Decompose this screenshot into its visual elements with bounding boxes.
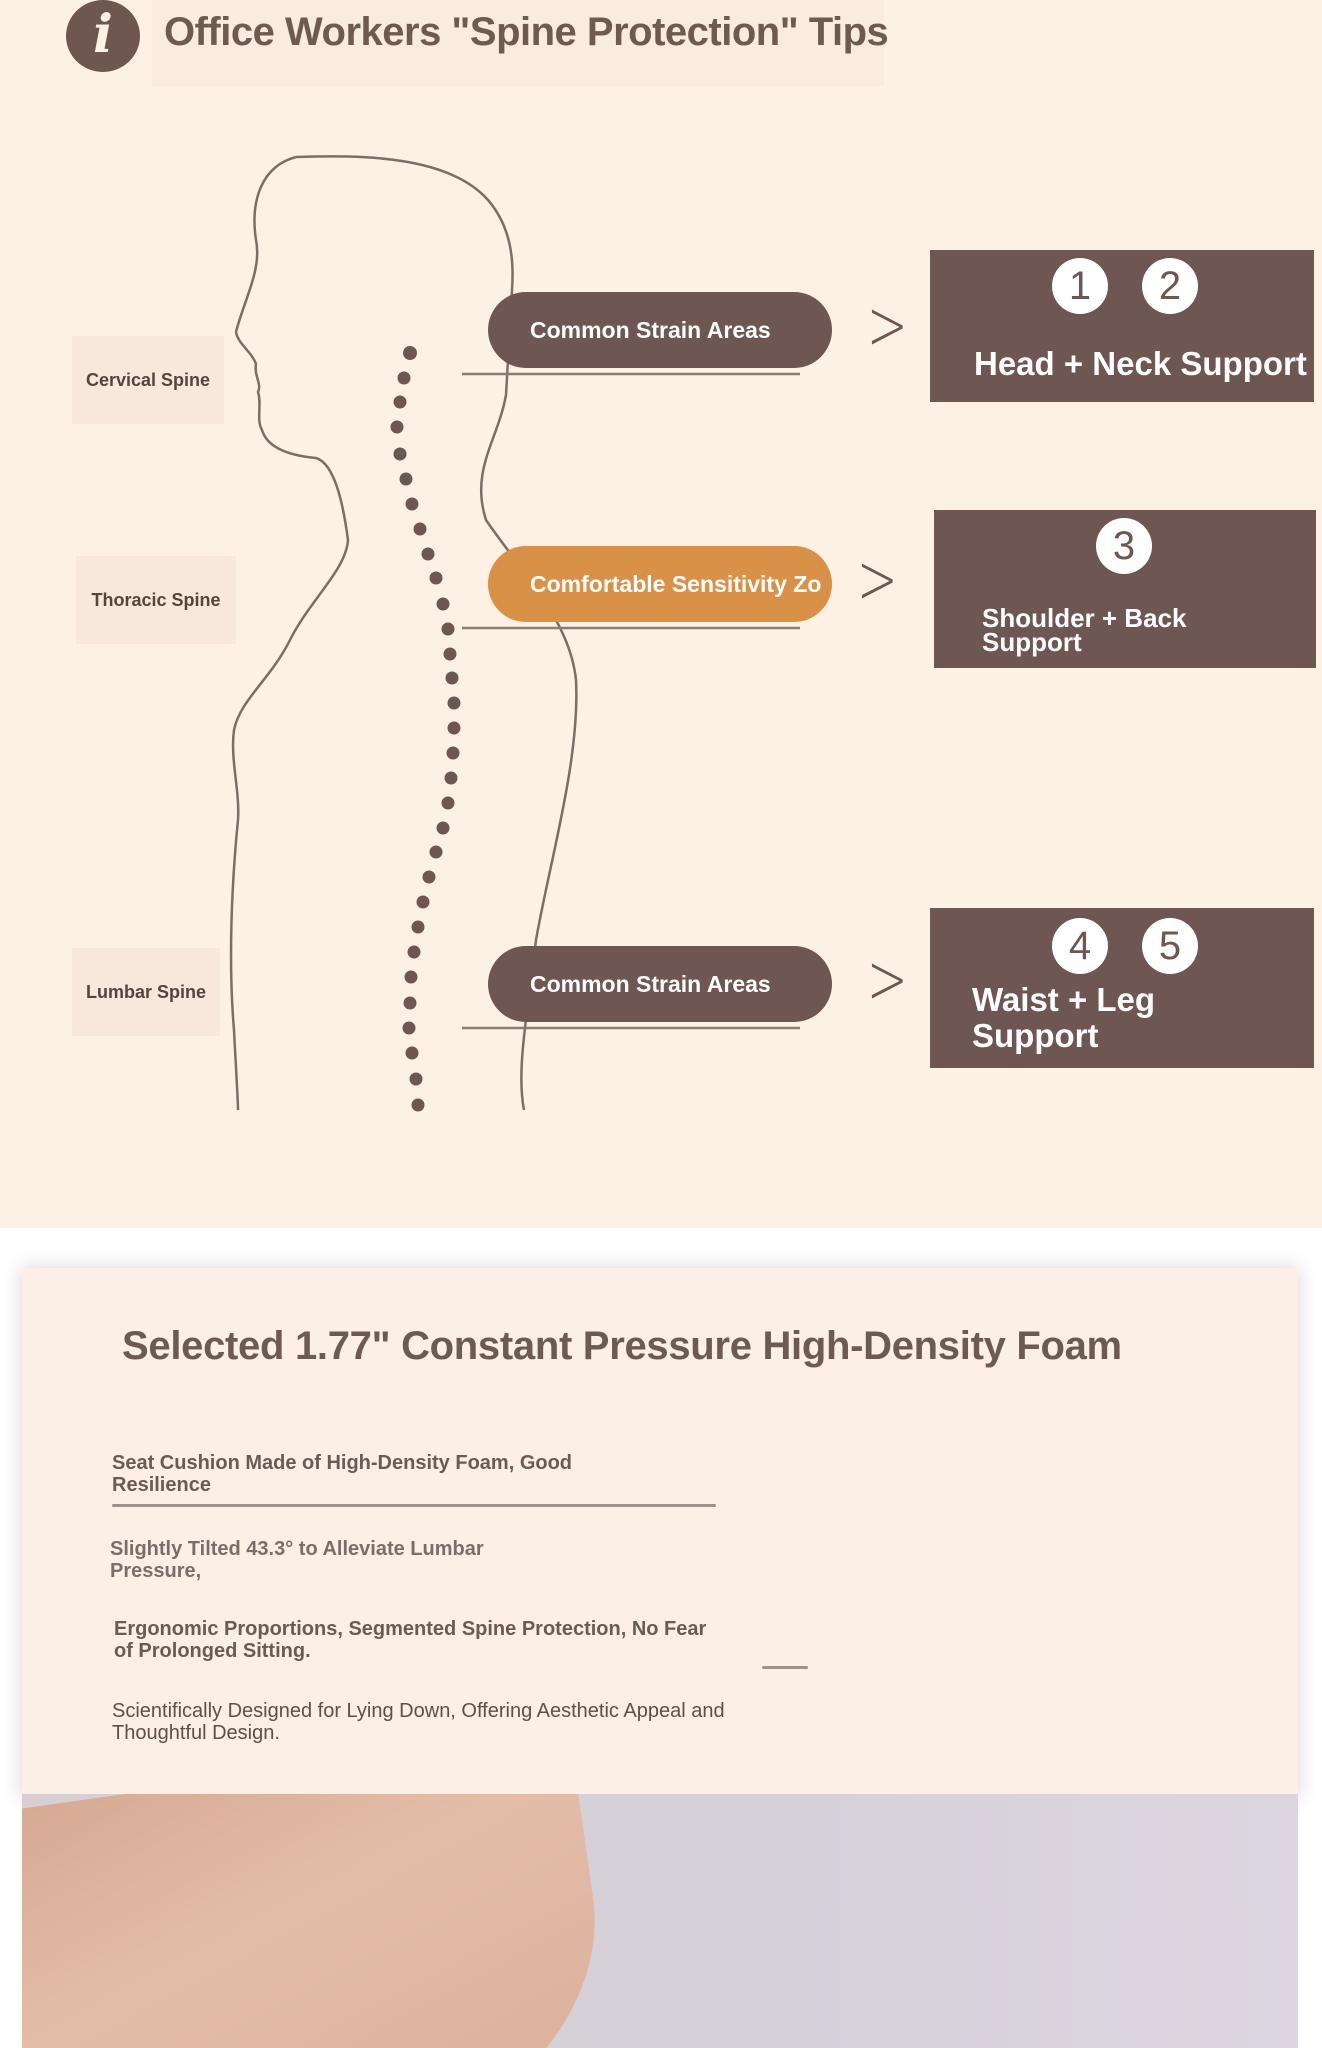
pill-comfortable-zone: Comfortable Sensitivity Zo xyxy=(488,546,832,622)
spine-dots xyxy=(391,346,461,1112)
feature-item: Seat Cushion Made of High-Density Foam, Good Resilience xyxy=(112,1452,573,1496)
step-number-badge: 1 xyxy=(1052,258,1108,314)
face-front-outline xyxy=(231,157,348,1110)
divider xyxy=(762,1666,808,1669)
divider xyxy=(112,1504,716,1507)
chevron-right-icon: > xyxy=(856,538,898,620)
card-label-line1: Waist + Leg xyxy=(972,981,1156,1018)
arm-shape xyxy=(22,1794,628,2048)
step-number-badge: 2 xyxy=(1142,258,1198,314)
step-number-badge: 5 xyxy=(1142,918,1198,974)
card-waist-leg-support xyxy=(930,908,1314,1068)
chevron-right-icon: > xyxy=(866,284,908,366)
info-icon: i xyxy=(66,0,140,72)
label-cervical-spine: Cervical Spine xyxy=(72,336,224,424)
card-head-neck-support xyxy=(930,250,1314,402)
step-number-badge: 3 xyxy=(1096,518,1152,574)
feature-item: Scientifically Designed for Lying Down, Offering Aesthetic Appeal and Thoughtful Design. xyxy=(112,1700,725,1744)
step-number-badge: 4 xyxy=(1052,918,1108,974)
pill-common-strain-top: Common Strain Areas xyxy=(488,292,832,368)
card-label-line2: Support xyxy=(972,1017,1099,1054)
chevron-right-icon: > xyxy=(866,938,908,1020)
card-label: Head + Neck Support xyxy=(974,345,1307,382)
card-label-line2: Support xyxy=(982,627,1082,657)
feature-item: Slightly Tilted 43.3° to Alleviate Lumbar Pressure, xyxy=(110,1538,484,1582)
label-lumbar-spine: Lumbar Spine xyxy=(72,948,220,1036)
card-shoulder-back-support xyxy=(934,510,1316,668)
product-photo xyxy=(22,1794,1298,2048)
foam-title: Selected 1.77" Constant Pressure High-Density Foam xyxy=(122,1324,1122,1368)
card-label-line1: Shoulder + Back xyxy=(982,603,1187,633)
foam-feature-card xyxy=(22,1268,1298,1798)
feature-item: Ergonomic Proportions, Segmented Spine Protection, No Fear of Prolonged Sitting. xyxy=(114,1618,707,1662)
page-title: Office Workers "Spine Protection" Tips xyxy=(164,10,889,54)
label-thoracic-spine: Thoracic Spine xyxy=(76,556,236,644)
pill-common-strain-bottom: Common Strain Areas xyxy=(488,946,832,1022)
